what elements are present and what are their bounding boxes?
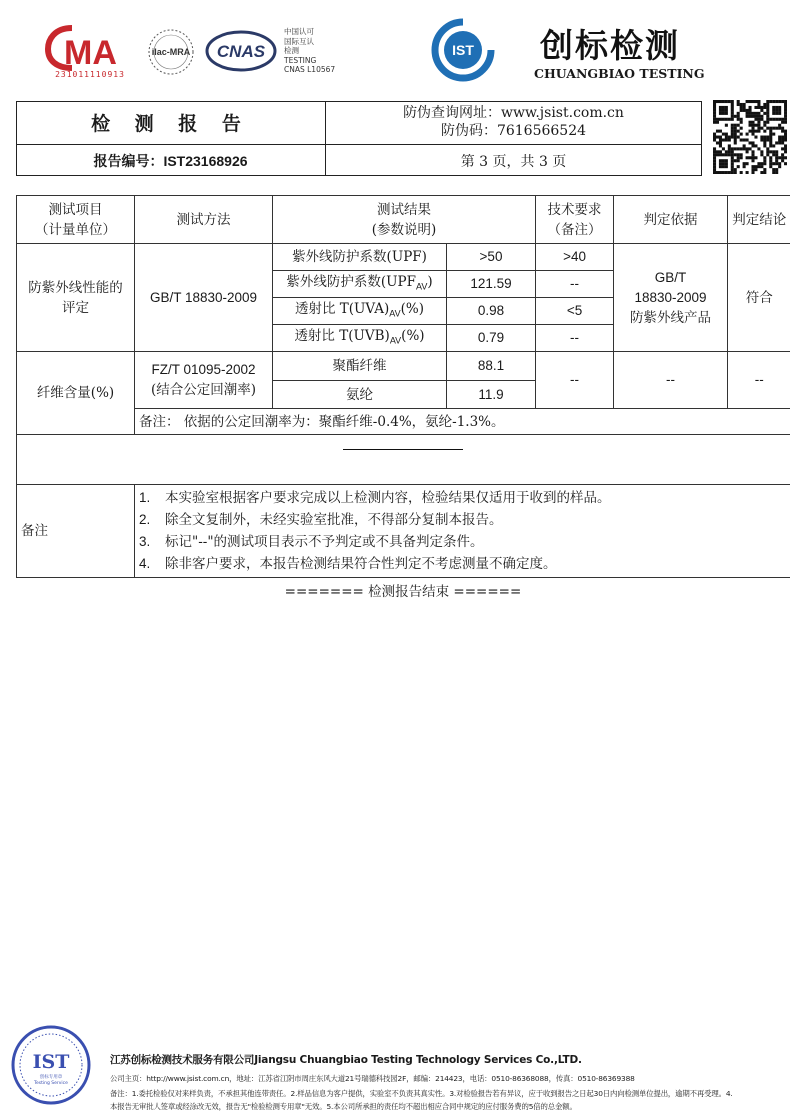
brand-name-cn: 创标检测	[540, 26, 680, 65]
footer-contact: 公司主页：http://www.jsist.com.cn，地址：江苏省江阴市周庄东风大道21号瑞德科技园2F，邮编：214423，电话：0510-86368088，传真：0510-86369388	[110, 1074, 635, 1083]
uv-value: 0.79	[447, 325, 536, 352]
uv-param: 透射比 $T(UVB)_{AV}(\%)$	[273, 325, 447, 352]
remarks-row	[17, 485, 790, 578]
company-seal	[10, 1024, 92, 1106]
header-result: 测试结果 (参数说明)	[273, 196, 536, 244]
list-item: 2. 除全文复制外，未经实验室批准，不得部分复制本报告。	[139, 512, 503, 528]
report-number-text: 报告编号：IST23168926	[93, 152, 248, 169]
list-item: 4. 除非客户要求，本报告检测结果符合性判定不考虑测量不确定度。	[139, 556, 557, 572]
cnas-line: CNAS L10567	[284, 65, 336, 74]
table-row	[17, 244, 790, 271]
cnas-logo	[205, 30, 277, 72]
uv-value: 0.98	[447, 298, 536, 325]
fiber-requirement: --	[536, 352, 614, 409]
fiber-param: 聚酯纤维	[273, 352, 447, 381]
fiber-note: 备注： 依据的公定回潮率为：聚酯纤维-0.4%，氨纶-1.3%。	[135, 409, 790, 435]
report-title: 检 测 报 告	[91, 113, 250, 135]
ilac-mra-logo	[142, 28, 200, 76]
blank-row	[17, 435, 790, 485]
header-basis: 判定依据	[614, 196, 728, 244]
header-conclusion: 判定结论	[728, 196, 790, 244]
separator-line	[343, 449, 463, 450]
fiber-item: 纤维含量(%)	[17, 352, 135, 435]
fiber-value: 11.9	[447, 381, 536, 409]
uv-param: 透射比 $T(UVA)_{AV}(\%)$	[273, 298, 447, 325]
list-item: 3. 标记"--"的测试项目表示不予判定或不具备判定条件。	[139, 534, 484, 550]
list-item: 1. 本实验室根据客户要求完成以上检测内容，检验结果仅适用于收到的样品。	[139, 490, 611, 506]
svg-text:IST: IST	[452, 42, 474, 58]
svg-text:ilac-MRA: ilac-MRA	[151, 47, 191, 57]
uv-requirement: >40	[536, 244, 614, 271]
footer-note: 本报告无审批人签章或经涂改无效，报告无"检验检测专用章"无效。5.本公司所承担的责任均不超出相应合同中规定的应付服务费的5倍的总金额。	[110, 1102, 577, 1111]
cnas-accreditation-text	[284, 27, 335, 75]
cma-number: 231011110913	[55, 70, 125, 79]
cnas-line: TESTING	[284, 55, 317, 65]
results-table	[16, 195, 790, 578]
uv-requirement: --	[536, 271, 614, 298]
fiber-basis: --	[614, 352, 728, 409]
uv-item: 防紫外线性能的 评定	[17, 244, 135, 352]
uv-method: GB/T 18830-2009	[135, 244, 273, 352]
header-item: 测试项目 （计量单位）	[17, 196, 135, 244]
svg-text:CNAS: CNAS	[216, 42, 266, 61]
page-info: 第 3 页，共 3 页	[460, 153, 567, 170]
verify-code: 防伪码：7616566524	[440, 123, 587, 139]
svg-text:创标专用章: 创标专用章	[39, 1075, 63, 1080]
table-row	[17, 352, 790, 381]
ist-logo	[428, 18, 498, 82]
end-of-report: ======= 检测报告结束 ======	[284, 584, 522, 600]
fiber-method: FZ/T 01095-2002 (结合公定回潮率)	[135, 352, 273, 409]
uv-param: 紫外线防护系数$(UPF_{AV})$	[273, 271, 447, 298]
header-requirement: 技术要求 （备注）	[536, 196, 614, 244]
footer-note: 备注：1.委托检验仅对来样负责，不承担其他连带责任。2.样品信息为客户提供，实验室不负责其真实性。3.对检验报告若有异议，应于收到报告之日起30日内向检测单位提出，逾期不再受理。4.	[110, 1089, 733, 1098]
cnas-line: 中国认可	[284, 27, 314, 36]
svg-text:Testing Service: Testing Service	[34, 1081, 68, 1086]
uv-param: 紫外线防护系数(UPF)	[273, 244, 447, 271]
footer-company: 江苏创标检测技术服务有限公司Jiangsu Chuangbiao Testing Technology Services Co.,LTD.	[110, 1054, 582, 1066]
fiber-value: 88.1	[447, 352, 536, 381]
uv-value: >50	[447, 244, 536, 271]
uv-requirement: --	[536, 325, 614, 352]
fiber-param: 氨纶	[273, 381, 447, 409]
remarks-label: 备注	[17, 485, 135, 578]
svg-text:IST: IST	[32, 1051, 70, 1073]
table-header-row	[17, 196, 790, 244]
uv-conclusion: 符合	[728, 244, 790, 352]
cnas-line: 国际互认	[284, 36, 314, 46]
report-number	[16, 145, 325, 176]
cnas-line: 检测	[284, 46, 299, 55]
brand-name-en: CHUANGBIAO TESTING	[534, 66, 705, 81]
qr-code	[713, 100, 787, 174]
remarks-list	[135, 485, 790, 578]
verify-url: 防伪查询网址：www.jsist.com.cn	[403, 105, 624, 121]
uv-value: 121.59	[447, 271, 536, 298]
svg-text:MA: MA	[64, 34, 117, 72]
fiber-conclusion: --	[728, 352, 790, 409]
verification-info	[325, 104, 702, 140]
uv-requirement: <5	[536, 298, 614, 325]
uv-basis: GB/T 18830-2009 防紫外线产品	[614, 244, 728, 352]
header-method: 测试方法	[135, 196, 273, 244]
